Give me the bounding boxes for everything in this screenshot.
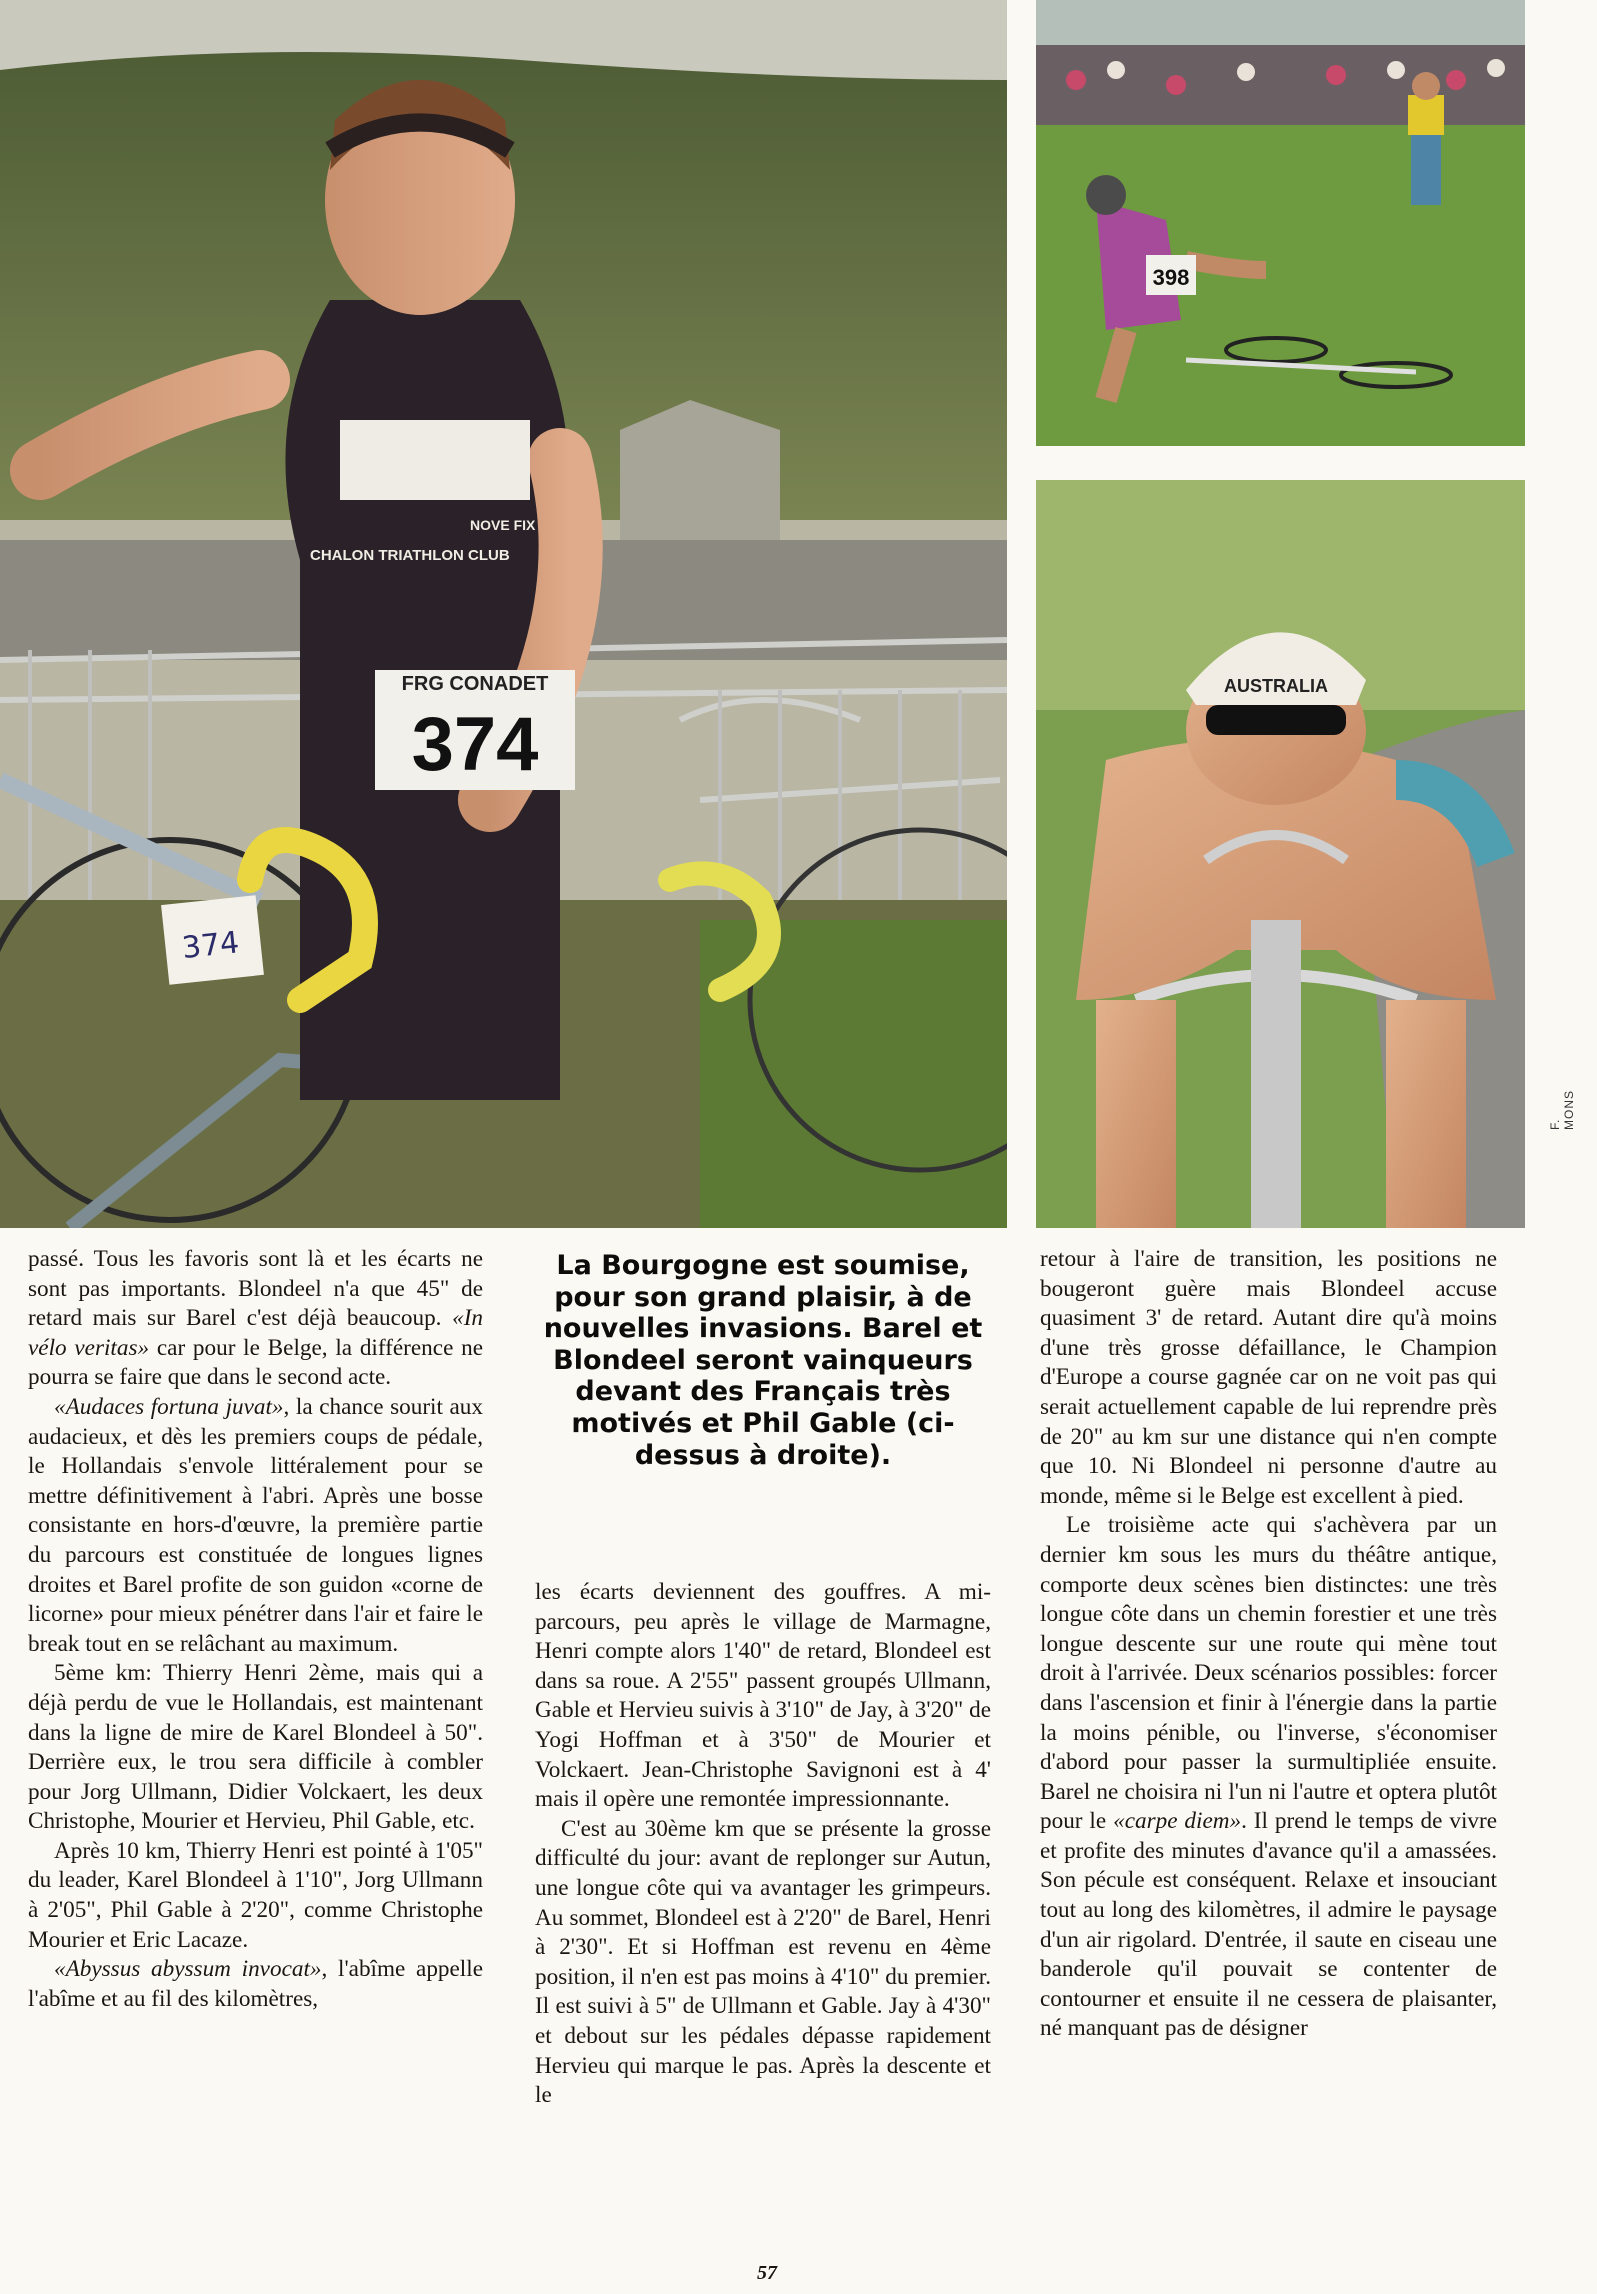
main-photo	[0, 0, 1007, 1228]
bottom-right-photo-helmet-text: AUSTRALIA	[1224, 676, 1328, 696]
column-left	[28, 1245, 483, 2014]
column-left-paragraph-4: Après 10 km, Thierry Henri est pointé à 1'05" du leader, Karel Blondeel à 1'10", Jorg Ullmann à 2'05", Phil Gable à 2'20", comme Christophe Mourier et Eric Lacaze.	[28, 1837, 483, 1953]
column-right-paragraph-1: retour à l'aire de transition, les positions ne bougeront guère mais Blondeel accuse quasiment 3' de retard. Autant dire qu'à moins d'une très grosse défaillance, le Champion d'Europe a course gagnée car on ne voit pas qui serait actuellement capable de lui reprendre près de 20" au km sur une distance qui n'en compte que 10. Ni Blondeel ni personne d'autre au monde, même si le Belge est excellent à pied.	[1040, 1246, 1497, 1509]
top-right-photo-illustration	[1036, 0, 1525, 446]
main-photo-jersey-top: NOVE FIX	[470, 517, 536, 533]
column-right-paragraph-2: Le troisième acte qui s'achèvera par un dernier km sous les murs du théâtre antique, comporte deux scènes bien distinctes: une très longue côte dans un chemin forestier et une très longue descente sur une route qui mène tout droit à l'arrivée. Deux scénarios possibles: forcer dans l'ascension et finir à l'énergie dans la partie la moins pénible, ou l'inverse, s'économiser d'abord pour passer la surmultipliée ensuite. Barel ne choisira ni l'un ni l'autre et optera plutôt pour le «carpe diem». Il prend le temps de vivre et profite des minutes d'avance qu'il a amassées. Son pécule est conséquent. Relaxe et insouciant tout au long des kilomètres, il admire le paysage d'un air rigolard. D'entrée, il saute en ciseau une banderole qu'il pouvait se contenter de contourner et ensuite il ne cessera de plaisanter, né manquant pas de désigner	[1040, 1512, 1498, 2042]
main-photo-illustration	[0, 0, 1007, 1228]
column-left-paragraph-1: passé. Tous les favoris sont là et les écarts ne sont pas importants. Blondeel n'a que 45" de retard mais sur Barel c'est déjà beaucoup. «In vélo veritas» car pour le Belge, la différence ne pourra se faire que dans le second acte.	[28, 1246, 484, 1391]
latin-quote: «carpe diem»	[1113, 1808, 1242, 1835]
column-left-paragraph-3: 5ème km: Thierry Henri 2ème, mais qui a déjà perdu de vue le Hollandais, est maintenant dans la ligne de mire de Karel Blondeel à 50". Derrière eux, le trou sera difficile à combler pour Jorg Ullmann, Didier Volckaert, les deux Christophe, Mourier et Hervieu, Phil Gable, etc.	[28, 1660, 483, 1835]
latin-quote: «Abyssus abyssum invocat»	[54, 1956, 322, 1983]
column-middle-paragraph-2: C'est au 30ème km que se présente la grosse difficulté du jour: avant de replonger sur Autun, une longue côte qui va avantager les grimpeurs. Au sommet, Blondeel est à 2'20" de Barel, Henri à 2'30". Et si Hoffman est revenu en 4ème position, il n'en est pas moins à 4'10" du premier. Il est suivi à 5" de Ullmann et Gable. Jay à 4'30" et debout sur les pédales dépasse rapidement Hervieu qui marque le pas. Après la descente et le	[535, 1815, 991, 2109]
top-right-photo-bib: 398	[1152, 265, 1190, 290]
column-middle-paragraph-1: les écarts deviennent des gouffres. A mi-parcours, peu après le village de Marmagne, Henri compte alors 1'40" de retard, Blondeel est dans sa roue. A 2'55" passent groupés Ullmann, Gable et Hervieu suivis à 3'10" de Jay, à 3'20" de Yogi Hoffman et à 3'50" de Mourier et Volckaert. Jean-Christophe Savignoni est à 4' mais il opère une remontée impressionnante.	[535, 1579, 991, 1813]
bottom-right-photo-illustration	[1036, 480, 1525, 1228]
top-right-photo	[1036, 0, 1525, 446]
column-middle	[535, 1578, 991, 2111]
column-right	[1040, 1245, 1497, 2044]
pull-quote: La Bourgogne est soumise, pour son grand plaisir, à de nouvelles invasions. Barel et Blondeel seront vainqueurs devant des Français très motivés et Phil Gable (ci-dessus à droite).	[543, 1250, 983, 1471]
main-photo-sponsor-text: FRG CONADET	[401, 673, 549, 695]
column-left-paragraph-5: «Abyssus abyssum invocat», l'abîme appelle l'abîme et au fil des kilomètres,	[28, 1956, 483, 2012]
latin-quote: «Audaces fortuna juvat»	[54, 1393, 284, 1420]
bottom-right-photo	[1036, 480, 1525, 1228]
main-photo-jersey-club: CHALON TRIATHLON CLUB	[310, 547, 510, 564]
main-photo-bib-number: 374	[411, 702, 539, 787]
latin-quote: «In vélo veritas»	[28, 1305, 484, 1361]
page-number: 57	[757, 2262, 777, 2284]
photo-credit: F. MONS	[1548, 1090, 1576, 1130]
column-left-paragraph-2: «Audaces fortuna juvat», la chance sourit aux audacieux, et dès les premiers coups de pédale, le Hollandais s'envole littéralement pour se mettre définitivement à l'abri. Après une bosse consistante en hors-d'œuvre, la première partie du parcours est constituée de longues lignes droites et Barel profite de son guidon «corne de licorne» pour mieux pénétrer dans l'air et faire le break tout en se relâchant au maximum.	[28, 1393, 483, 1657]
main-photo-rack-tag: 374	[180, 925, 241, 967]
